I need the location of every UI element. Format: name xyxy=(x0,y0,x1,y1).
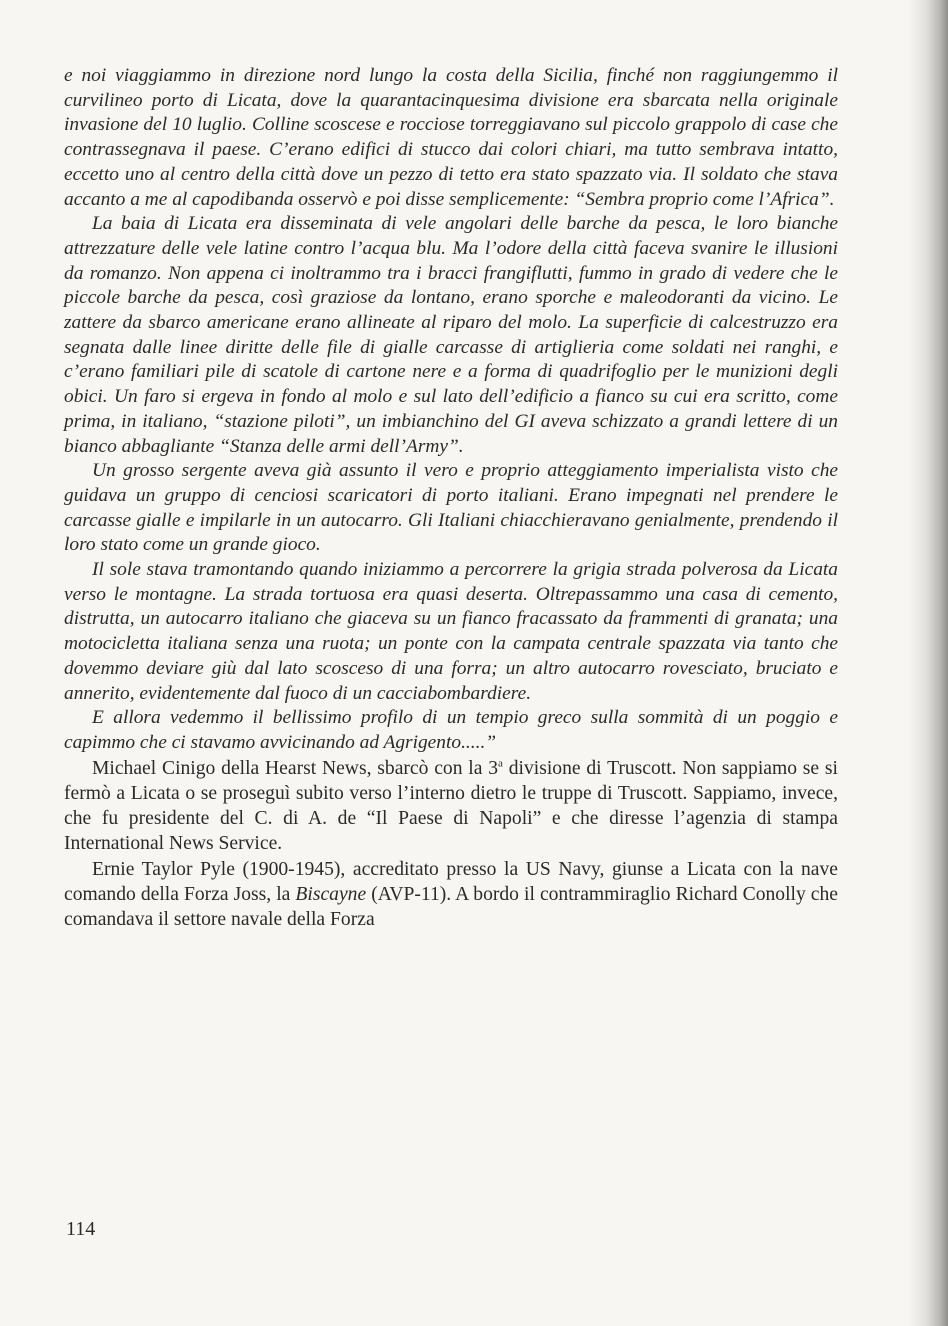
body-text: (AVP-11). A bordo il contrammiraglio Richard Conolly che comandava il settore navale della Forza xyxy=(64,883,838,930)
quote-paragraph-5: E allora vedemmo il bellissimo profilo di un tempio greco sulla sommità di un poggio e capimmo che ci stavamo avvicinando ad Agrigento.....” xyxy=(64,707,838,753)
page-number: 114 xyxy=(66,1218,96,1240)
body-text: Michael Cinigo della Hearst News, sbarcò con la 3 xyxy=(92,757,499,779)
page-gutter-shadow xyxy=(908,0,948,1326)
body-text: divisione di Truscott. Non sappiamo se si fermò a Licata o se proseguì subito verso l’interno dietro le truppe di Truscott. Sappiamo, invece, che fu presidente del C. di A. de “Il Paese di Napoli” e che diresse l’agenzia di stampa International News Service. xyxy=(64,757,838,855)
text-block xyxy=(64,64,838,932)
quote-paragraph-4: Il sole stava tramontando quando iniziammo a percorrere la grigia strada polverosa da Licata verso le montagne. La strada tortuosa era quasi deserta. Oltrepassammo una casa di cemento, distrutta, un autocarro italiano che giaceva su un fianco fracassato da frammenti di granata; una motocicletta italiana senza una ruota; un ponte con la campata centrale spazzata via tanto che dovemmo deviare giù dal lato scosceso di una forra; un altro autocarro rovesciato, bruciato e annerito, evidentemente dal fuoco di un cacciabombardiere. xyxy=(64,559,838,704)
quote-paragraph-3: Un grosso sergente aveva già assunto il vero e proprio atteggiamento imperialista visto che guidava un gruppo di cenciosi scaricatori di porto italiani. Erano impegnati nel prendere le carcasse gialle e impilarle in un autocarro. Gli Italiani chiacchieravano genialmente, prendendo il loro stato come un grande gioco. xyxy=(64,460,838,556)
body-paragraph-cinigo xyxy=(64,756,838,857)
ordinal-superscript: a xyxy=(498,757,503,770)
ship-name: Biscayne xyxy=(295,883,367,905)
quote-paragraph-2: La baia di Licata era disseminata di vele angolari delle barche da pesca, le loro bianche attrezzature delle vele latine contro l’acqua blu. Ma l’odore della città faceva svanire le illusioni da romanzo. Non appena ci inoltrammo tra i bracci frangiflutti, fummo in grado di vedere che le piccole barche da pesca, così graziose da lontano, erano sporche e maleodoranti da vicino. Le zattere da sbarco americane erano allineate al riparo del molo. La superficie di calcestruzzo era segnata dalle linee diritte delle file di gialle carcasse di artiglieria come soldati nei ranghi, e c’erano familiari pile di scatole di cartone nere e a forma di quadrifoglio per le munizioni degli obici. Un faro si ergeva in fondo al molo e sul lato dell’edificio a fianco su cui era scritto, come prima, in italiano, “stazione piloti”, un imbianchino del GI aveva schizzato a grandi lettere di un bianco abbagliante “Stanza delle armi dell’Army”. xyxy=(64,213,838,457)
quote-paragraph-1: e noi viaggiammo in direzione nord lungo la costa della Sicilia, finché non raggiungemmo il curvilineo porto di Licata, dove la quarantacinquesima divisione era sbarcata nella originale invasione del 10 luglio. Colline scoscese e rocciose torreggiavano sul piccolo grappolo di case che contrassegnava il paese. C’erano edifici di stucco dai colori chiari, ma tutto sembrava intatto, eccetto uno al centro della città dove un pezzo di tetto era stato spazzato via. Il soldato che stava accanto a me al capodibanda osservò e poi disse semplicemente: “Sembra proprio come l’Africa”. xyxy=(64,65,838,210)
body-paragraph-pyle xyxy=(64,857,838,933)
body-text: Ernie Taylor Pyle (1900-1945), accreditato presso la US Navy, giunse a Licata con la nave comando della Forza Joss, la xyxy=(64,858,838,905)
